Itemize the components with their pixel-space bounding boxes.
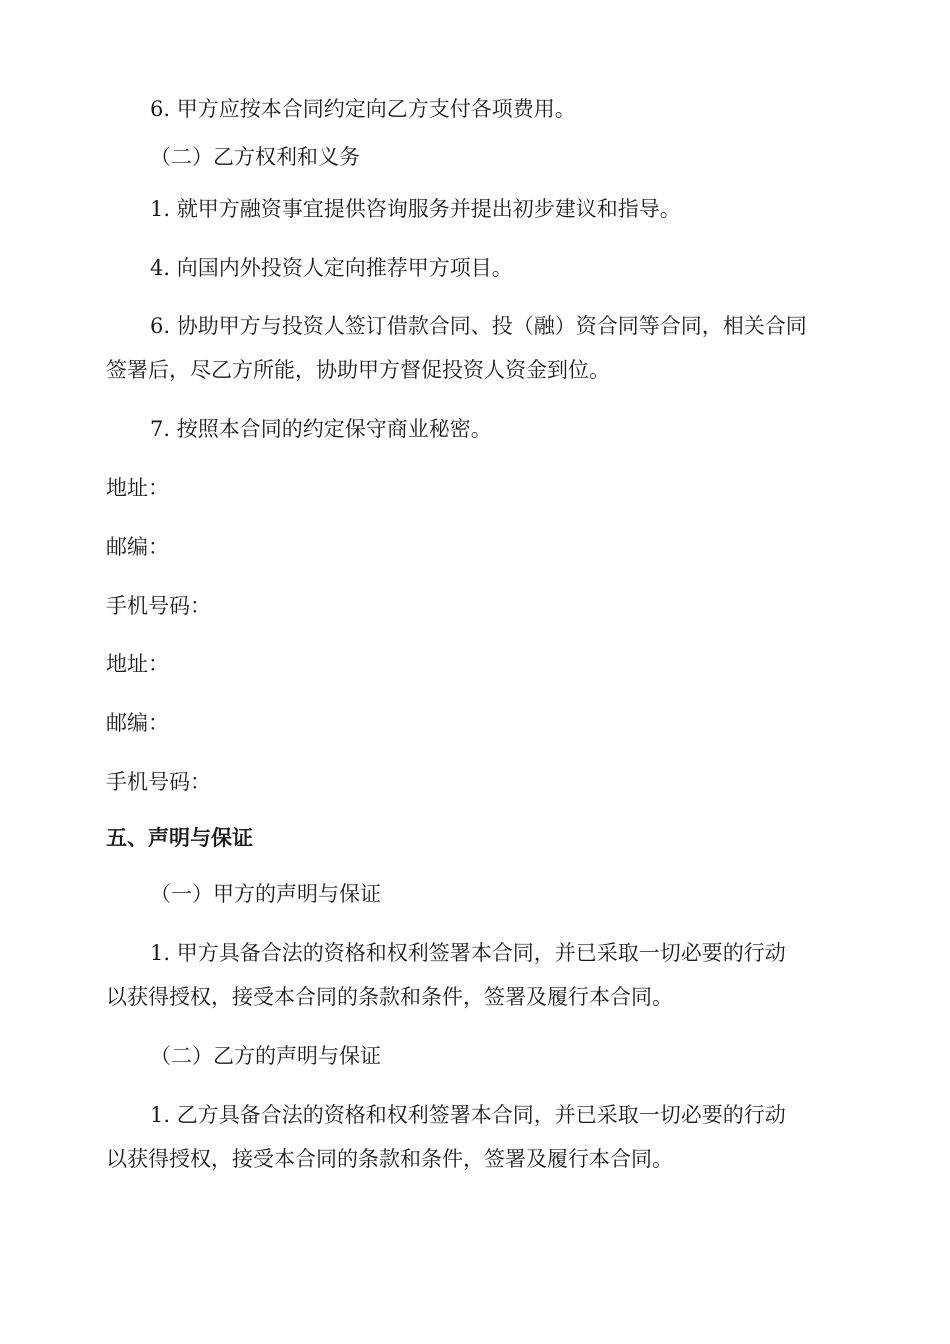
party-b-obligation-4: 4. 向国内外投资人定向推荐甲方项目。 — [150, 256, 513, 280]
party-b-obligation-6-line1: 6. 协助甲方与投资人签订借款合同、投（融）资合同等合同，相关合同 — [150, 314, 807, 338]
postcode-label-2: 邮编： — [106, 711, 169, 735]
address-label-1: 地址： — [106, 476, 169, 500]
section-party-b-rights-heading: （二）乙方权利和义务 — [150, 145, 360, 169]
party-b-obligation-1: 1. 就甲方融资事宜提供咨询服务并提出初步建议和指导。 — [150, 197, 681, 221]
postcode-label-1: 邮编： — [106, 535, 169, 559]
section-five-heading: 五、声明与保证 — [106, 826, 253, 850]
party-b-obligation-6-line2: 签署后，尽乙方所能，协助甲方督促投资人资金到位。 — [106, 358, 610, 382]
party-a-warranty-heading: （一）甲方的声明与保证 — [150, 882, 381, 906]
phone-label-2: 手机号码： — [106, 770, 211, 794]
party-a-obligation-6: 6. 甲方应按本合同约定向乙方支付各项费用。 — [150, 97, 576, 121]
phone-label-1: 手机号码： — [106, 594, 211, 618]
party-a-warranty-1-line1: 1. 甲方具备合法的资格和权利签署本合同，并已采取一切必要的行动 — [150, 941, 786, 965]
party-b-obligation-7: 7. 按照本合同的约定保守商业秘密。 — [150, 417, 492, 441]
party-b-warranty-1-line1: 1. 乙方具备合法的资格和权利签署本合同，并已采取一切必要的行动 — [150, 1103, 786, 1127]
party-a-warranty-1-line2: 以获得授权，接受本合同的条款和条件，签署及履行本合同。 — [106, 985, 673, 1009]
address-label-2: 地址： — [106, 652, 169, 676]
party-b-warranty-1-line2: 以获得授权，接受本合同的条款和条件，签署及履行本合同。 — [106, 1147, 673, 1171]
party-b-warranty-heading: （二）乙方的声明与保证 — [150, 1044, 381, 1068]
